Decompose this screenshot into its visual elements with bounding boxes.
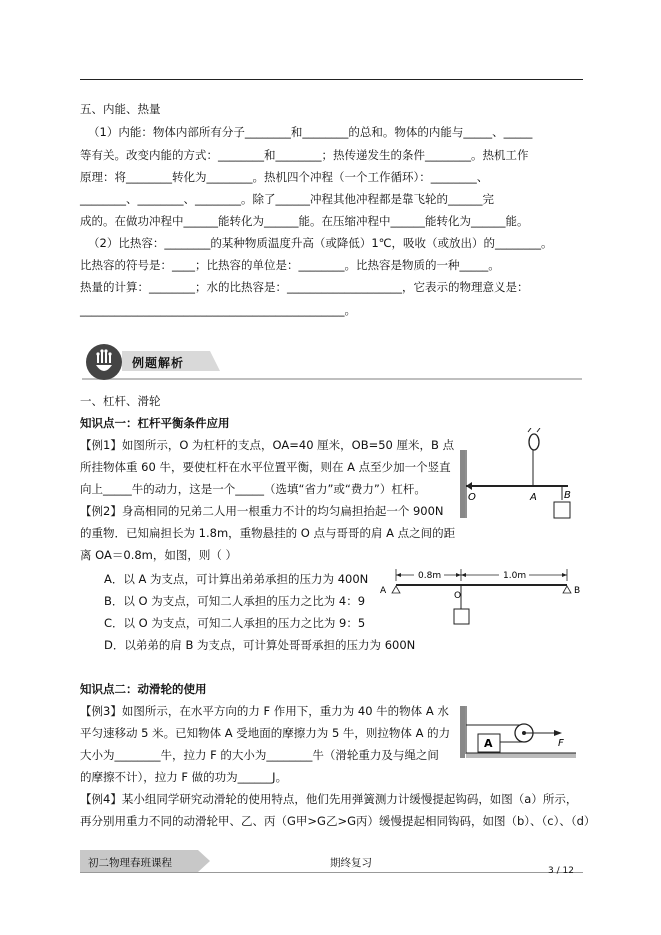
lever-label-a: A xyxy=(530,492,537,503)
example3-line-2: 平匀速移动 5 米。已知物体 A 受地面的摩擦力为 5 牛，则拉物体 A 的力 xyxy=(80,726,451,740)
section5-heading: 五、内能、热量 xyxy=(80,102,161,116)
pole-label-b: B xyxy=(574,586,581,596)
example1-line-1: 【例1】如图所示，O 为杠杆的支点，OA=40 厘米，OB=50 厘米，B 点 xyxy=(80,438,455,452)
example2-line-2: 的重物．已知扁担长为 1.8m，重物悬挂的 O 点与哥哥的肩 A 点之间的距 xyxy=(80,526,456,540)
example3-line-1: 【例3】如图所示，在水平方向的力 F 作用下，重力为 40 牛的物体 A 水 xyxy=(80,704,449,718)
example4-line-1: 【例4】某小组同学研究动滑轮的使用特点，他们先用弹簧测力计缓慢提起钩码，如图（a）所示， xyxy=(80,792,578,806)
option-b: B．以 O 为支点，可知二人承担的压力之比为 4：9 xyxy=(104,594,366,608)
example1-line-2: 所挂物体重 60 牛，要使杠杆在水平位置平衡，则在 A 点至少加一个竖直 xyxy=(80,460,451,474)
knowledge-point-2: 知识点二：动滑轮的使用 xyxy=(80,682,207,696)
option-c: C．以 O 为支点，可知二人承担的压力之比为 9：5 xyxy=(104,616,366,630)
pole-label-o: O xyxy=(454,591,462,601)
example4-line-2: 再分别用重力不同的动滑轮甲、乙、丙（G甲>G乙>G丙）缓慢提起相同钩码，如图（b）、（c）、（d） xyxy=(80,814,596,828)
example3-line-3: 大小为________牛，拉力 F 的大小为________牛（滑轮重力及与绳之间 xyxy=(80,748,439,762)
footer-topic: 期终复习 xyxy=(330,857,372,869)
knowledge-point-1: 知识点一：杠杆平衡条件应用 xyxy=(80,416,230,430)
section5-line-3: 原理：将________转化为________。热机四个冲程（一个工作循环）：________、 xyxy=(80,170,489,184)
section5-line-8: 热量的计算：________；水的比热容是：____________________，它表示的物理意义是： xyxy=(80,280,529,294)
pole-figure xyxy=(374,567,584,632)
banner-title: 例题解析 xyxy=(132,356,185,370)
lever-figure xyxy=(458,428,583,523)
option-d: D．以弟弟的肩 B 为支点，可计算处哥哥承担的压力为 600N xyxy=(104,638,416,652)
section5-line-7: 比热容的符号是：____；比热容的单位是：________。比热容是物质的一种_____。 xyxy=(80,258,500,272)
footer-course: 初二物理春班课程 xyxy=(88,857,172,869)
pole-label-a: A xyxy=(380,586,387,596)
section5-line-4: ________、________、________。除了______冲程其他冲程都是靠飞轮的______完 xyxy=(80,192,494,206)
example2-line-1: 【例2】身高相同的兄弟二人用一根重力不计的均匀扁担抬起一个 900N xyxy=(80,504,444,518)
pulley-figure xyxy=(458,702,583,760)
pole-seg2-label: 1.0m xyxy=(503,571,527,581)
section5-line-6: （2）比热容：________的某种物质温度升高（或降低）1℃，吸收（或放出）的________。 xyxy=(88,236,553,250)
lever-label-b: B xyxy=(564,490,571,501)
section5-line-2: 等有关。改变内能的方式：________和________；热传递发生的条件________。热机工作 xyxy=(80,148,529,162)
section5-line-5: 成的。在做功冲程中______能转化为______能。在压缩冲程中______能转化为______能。 xyxy=(80,214,529,228)
page-number: 3 / 12 xyxy=(548,866,574,876)
option-a: A．以 A 为支点，可计算出弟弟承担的压力为 400N xyxy=(104,572,369,586)
section5-line-1: （1）内能：物体内部所有分子________和________的总和。物体的内能与_____、_____ xyxy=(88,125,533,139)
header-rule xyxy=(80,79,583,80)
footer-rule xyxy=(80,872,583,873)
example1-line-3: 向上_____牛的动力，这是一个_____（选填“省力”或“费力”）杠杆。 xyxy=(80,482,426,496)
pulley-block-label: A xyxy=(484,737,493,750)
example3-line-4: 的摩擦不计），拉力 F 做的功为______J。 xyxy=(80,770,288,784)
example-banner xyxy=(82,343,582,381)
example2-line-3: 离 OA＝0.8m，如图，则（ ） xyxy=(80,548,238,562)
section5-line-9: ______________________________________________。 xyxy=(80,303,356,317)
lever-label-o: O xyxy=(468,492,476,503)
part1-heading: 一、杠杆、滑轮 xyxy=(80,394,161,408)
pulley-force-label: F xyxy=(558,738,564,749)
pole-seg1-label: 0.8m xyxy=(418,571,442,581)
